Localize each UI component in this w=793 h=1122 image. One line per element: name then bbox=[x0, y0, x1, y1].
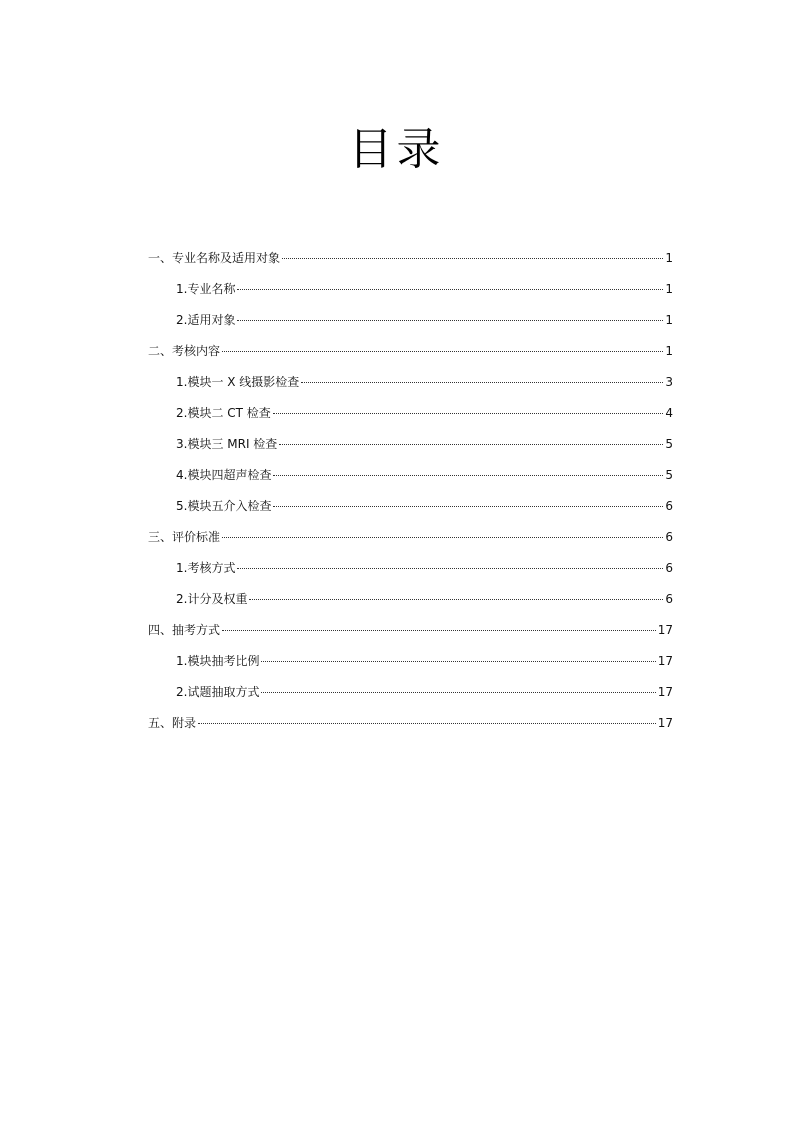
toc-dot-leader bbox=[198, 723, 656, 724]
toc-entry-page: 5 bbox=[665, 437, 673, 451]
toc-entry-label: 五、附录 bbox=[148, 716, 197, 730]
toc-dot-leader bbox=[279, 444, 663, 445]
toc-entry[interactable] bbox=[148, 248, 673, 279]
toc-entry-page: 6 bbox=[665, 499, 673, 513]
toc-entry-page: 6 bbox=[665, 530, 673, 544]
toc-dot-leader bbox=[261, 692, 655, 693]
toc-title: 目录 bbox=[348, 124, 445, 175]
toc-entry[interactable] bbox=[148, 465, 673, 496]
toc-dot-leader bbox=[273, 506, 663, 507]
toc-entry-label: 2.适用对象 bbox=[176, 313, 236, 327]
toc-entry-page: 1 bbox=[665, 344, 673, 358]
toc-entry[interactable] bbox=[148, 496, 673, 527]
toc-entry-page: 1 bbox=[665, 251, 673, 265]
toc-entry-page: 17 bbox=[657, 654, 673, 668]
toc-entry-label: 4.模块四超声检查 bbox=[176, 468, 272, 482]
toc-entry-label: 2.计分及权重 bbox=[176, 592, 248, 606]
toc-entry-page: 1 bbox=[665, 282, 673, 296]
toc-entry[interactable] bbox=[148, 341, 673, 372]
toc-entry-label: 5.模块五介入检查 bbox=[176, 499, 272, 513]
toc-dot-leader bbox=[249, 599, 663, 600]
toc-dot-leader bbox=[237, 289, 663, 290]
toc-dot-leader bbox=[237, 320, 663, 321]
toc-entry[interactable] bbox=[148, 279, 673, 310]
toc-entry[interactable] bbox=[148, 372, 673, 403]
toc-dot-leader bbox=[301, 382, 663, 383]
toc-entry-page: 1 bbox=[665, 313, 673, 327]
toc-entry-label: 1.模块一 X 线摄影检查 bbox=[176, 375, 300, 389]
toc-dot-leader bbox=[222, 351, 663, 352]
toc-entry-label: 四、抽考方式 bbox=[148, 623, 221, 637]
toc-entry-page: 17 bbox=[657, 716, 673, 730]
toc-entry[interactable] bbox=[148, 310, 673, 341]
toc-entry[interactable] bbox=[148, 589, 673, 620]
toc-entry[interactable] bbox=[148, 434, 673, 465]
toc-entry[interactable] bbox=[148, 558, 673, 589]
toc-entry-page: 17 bbox=[657, 623, 673, 637]
toc-dot-leader bbox=[273, 413, 663, 414]
toc-dot-leader bbox=[273, 475, 663, 476]
toc-entry-label: 一、专业名称及适用对象 bbox=[148, 251, 281, 265]
toc-entry-page: 6 bbox=[665, 592, 673, 606]
toc-entry-page: 6 bbox=[665, 561, 673, 575]
toc-dot-leader bbox=[261, 661, 655, 662]
toc-entry-page: 5 bbox=[665, 468, 673, 482]
toc-entry-label: 三、评价标准 bbox=[148, 530, 221, 544]
toc-dot-leader bbox=[282, 258, 663, 259]
toc-entry-label: 1.考核方式 bbox=[176, 561, 236, 575]
toc-entry-label: 1.专业名称 bbox=[176, 282, 236, 296]
toc-list bbox=[148, 248, 673, 744]
toc-entry-page: 3 bbox=[665, 375, 673, 389]
toc-entry-label: 1.模块抽考比例 bbox=[176, 654, 260, 668]
toc-dot-leader bbox=[222, 537, 663, 538]
toc-entry-label: 2.模块二 CT 检查 bbox=[176, 406, 271, 420]
toc-entry[interactable] bbox=[148, 527, 673, 558]
toc-dot-leader bbox=[222, 630, 656, 631]
toc-entry-label: 2.试题抽取方式 bbox=[176, 685, 260, 699]
toc-entry[interactable] bbox=[148, 713, 673, 744]
toc-entry[interactable] bbox=[148, 620, 673, 651]
toc-entry-label: 二、考核内容 bbox=[148, 344, 221, 358]
toc-entry[interactable] bbox=[148, 403, 673, 434]
toc-entry[interactable] bbox=[148, 682, 673, 713]
toc-entry-page: 17 bbox=[657, 685, 673, 699]
toc-entry[interactable] bbox=[148, 651, 673, 682]
toc-dot-leader bbox=[237, 568, 663, 569]
toc-entry-label: 3.模块三 MRI 检查 bbox=[176, 437, 278, 451]
toc-entry-page: 4 bbox=[665, 406, 673, 420]
